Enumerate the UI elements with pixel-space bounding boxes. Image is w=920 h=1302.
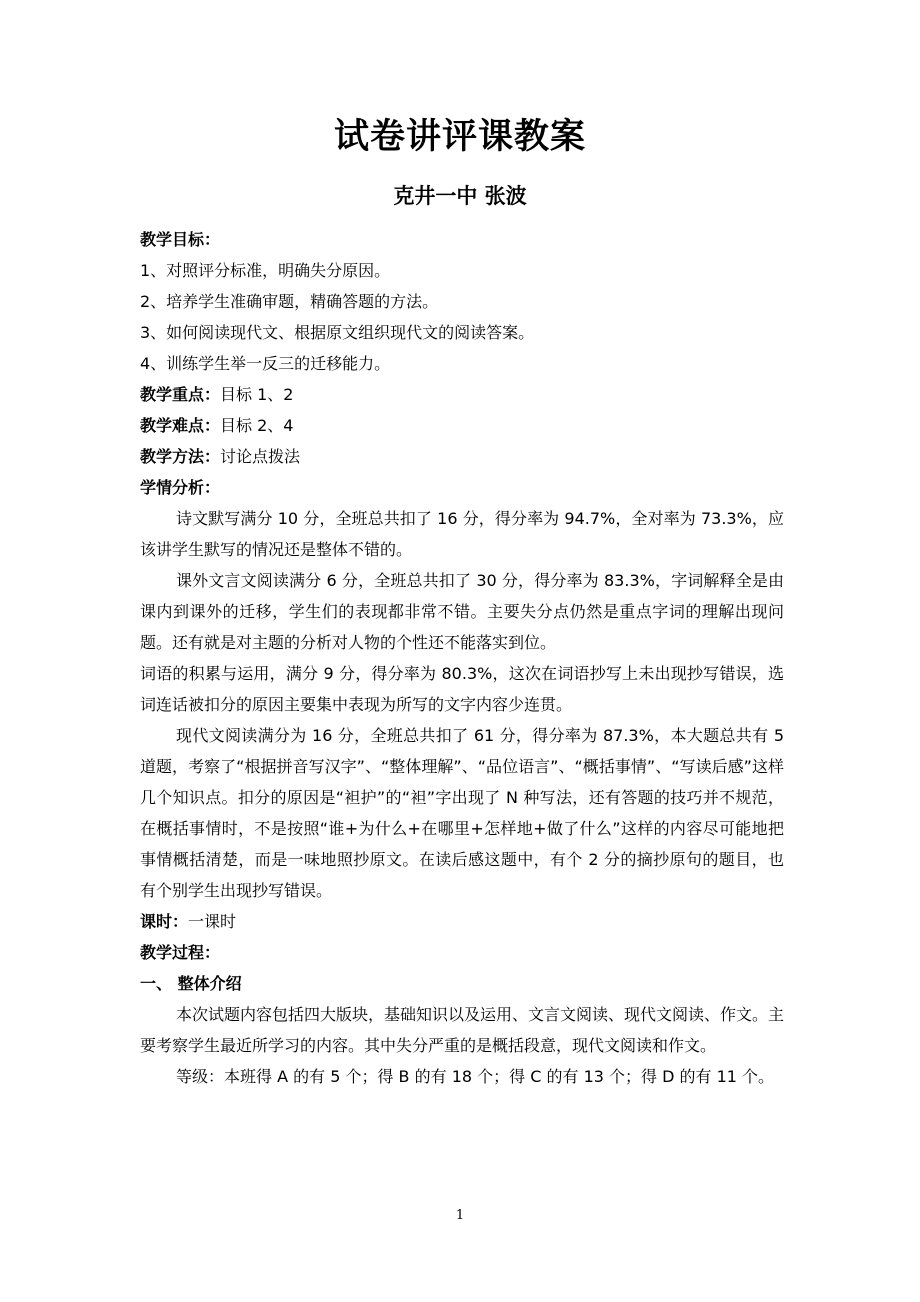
document-author: 克井一中 张波 [393, 184, 527, 208]
analysis-paragraph: 课外文言文阅读满分 6 分，全班总共扣了 30 分，得分率为 83.3%，字词解释全是由课内到课外的迁移，学生们的表现都非常不错。主要失分点仍然是重点字词的理解出现问题。还有就是对主题的分析对人物的个性还不能落实到位。 [140, 571, 784, 652]
document-body [140, 224, 784, 1092]
analysis-paragraph: 现代文阅读满分为 16 分，全班总共扣了 61 分，得分率为 87.3%，本大题总共有 5 道题，考察了“根据拼音写汉字”、“整体理解”、“品位语言”、“概括事情”、“写读后感”这样几个知识点。扣分的原因是“袒护”的“袒”字出现了 N 种写法，还有答题的技巧并不规范，在概括事情时，不是按照“谁+为什么+在哪里+怎样地+做了什么”这样的内容尽可能地把事情概括清楚，而是一味地照抄原文。在读后感这题中，有个 2 分的摘抄原句的题目，也有个别学生出现抄写错误。 [140, 726, 784, 900]
section-paragraph: 等级：本班得 A 的有 5 个；得 B 的有 18 个；得 C 的有 13 个；得 D 的有 11 个。 [176, 1067, 775, 1086]
goals-heading: 教学目标： [140, 230, 221, 249]
difficulties-label: 教学难点： [140, 416, 221, 435]
method-value: 讨论点拨法 [220, 447, 301, 466]
goal-item: 2、培养学生准确审题，精确答题的方法。 [140, 292, 439, 311]
analysis-paragraph: 诗文默写满分 10 分，全班总共扣了 16 分，得分率为 94.7%，全对率为 73.3%，应该讲学生默写的情况还是整体不错的。 [140, 509, 784, 559]
document-title: 试卷讲评课教案 [333, 117, 586, 157]
difficulties-value: 目标 2、4 [220, 416, 294, 435]
page-number: 1 [455, 1208, 465, 1223]
method-line [140, 441, 784, 472]
key-points-label: 教学重点： [140, 385, 221, 404]
goal-item: 1、对照评分标准，明确失分原因。 [140, 261, 391, 280]
analysis-heading: 学情分析： [140, 478, 221, 497]
section-heading: 一、 整体介绍 [140, 974, 242, 993]
period-label: 课时： [140, 912, 189, 931]
difficulties-line [140, 410, 784, 441]
key-points-value: 目标 1、2 [220, 385, 294, 404]
key-points-line [140, 379, 784, 410]
process-heading: 教学过程： [140, 943, 221, 962]
goal-item: 3、如何阅读现代文、根据原文组织现代文的阅读答案。 [140, 323, 535, 342]
goal-item: 4、训练学生举一反三的迁移能力。 [140, 354, 391, 373]
section-paragraph: 本次试题内容包括四大版块，基础知识以及运用、文言文阅读、现代文阅读、作文。主要考察学生最近所学习的内容。其中失分严重的是概括段意，现代文阅读和作文。 [140, 1005, 785, 1055]
method-label: 教学方法： [140, 447, 221, 466]
period-value: 一课时 [188, 912, 237, 931]
analysis-paragraph: 词语的积累与运用，满分 9 分，得分率为 80.3%，这次在词语抄写上未出现抄写错误，选词连话被扣分的原因主要集中表现为所写的文字内容少连贯。 [140, 664, 784, 714]
period-line [140, 906, 784, 937]
